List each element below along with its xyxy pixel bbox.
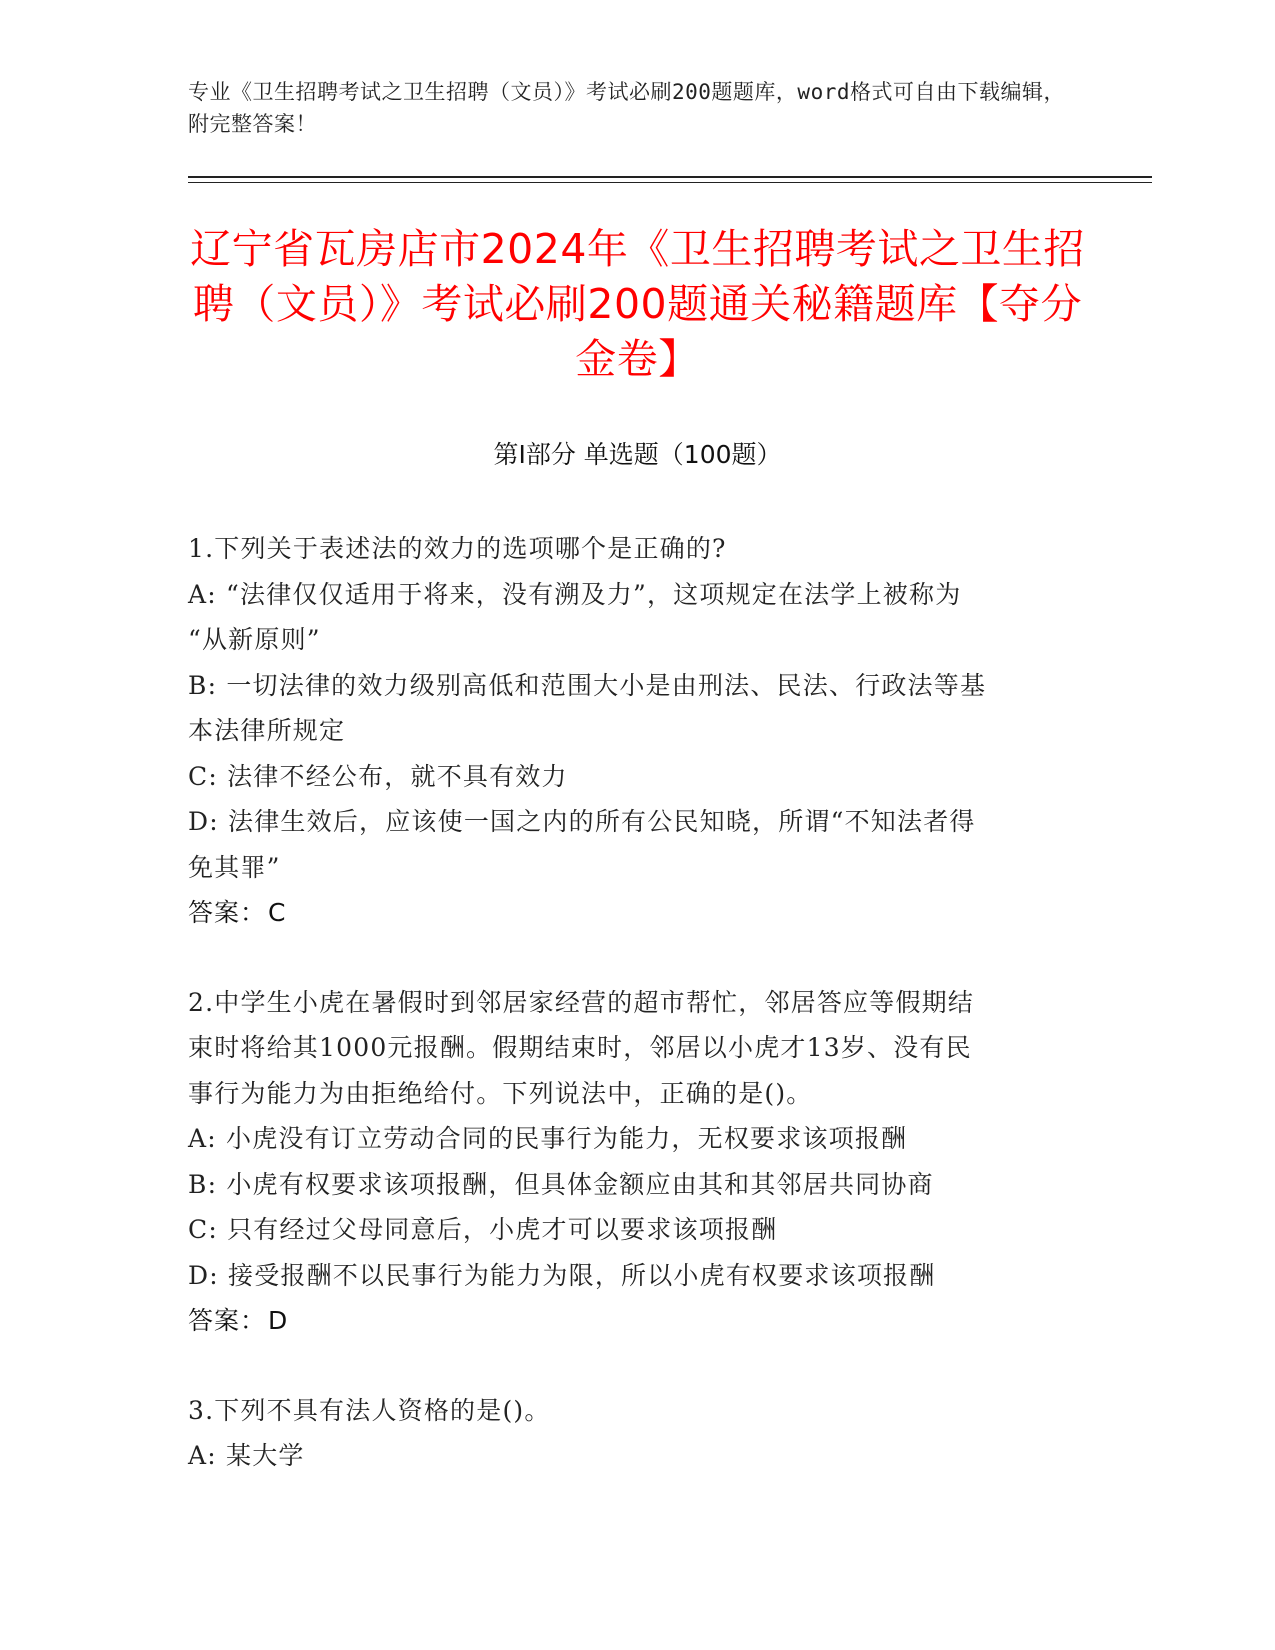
question-stem-continued: 事行为能力为由拒绝给付。下列说法中，正确的是()。 xyxy=(188,1078,813,1108)
question-list xyxy=(188,526,1078,1523)
answer-line xyxy=(188,1298,1078,1344)
option-b-continued: 本法律所规定 xyxy=(188,716,346,745)
option-a: A: “法律仅仅适用于将来，没有溯及力”，这项规定在法学上被称为 xyxy=(188,579,962,609)
question-stem: 3.下列不具有法人资格的是()。 xyxy=(188,1395,551,1425)
option-a: A: 某大学 xyxy=(188,1441,305,1470)
option-d-continued: 免其罪” xyxy=(188,852,281,882)
option-c: C: 法律不经公布，就不具有效力 xyxy=(188,761,568,791)
section-heading: 第Ⅰ部分 单选题（100题） xyxy=(493,440,782,469)
document-title: 辽宁省瓦房店市2024年《卫生招聘考试之卫生招聘（文员）》考试必刷200题通关秘籍题库【夺分金卷】 xyxy=(190,225,1085,383)
option-b: B: 小虎有权要求该项报酬，但具体金额应由其和其邻居共同协商 xyxy=(188,1169,934,1199)
option-c: C: 只有经过父母同意后，小虎才可以要求该项报酬 xyxy=(188,1215,778,1244)
question-stem-continued: 束时将给其1000元报酬。假期结束时，邻居以小虎才13岁、没有民 xyxy=(188,1033,972,1062)
question-item xyxy=(188,1388,1078,1479)
answer-value: D xyxy=(268,1306,289,1335)
answer-line xyxy=(188,890,1078,936)
answer-value: C xyxy=(268,898,287,927)
header-note: 专业《卫生招聘考试之卫生招聘（文员）》考试必刷200题题库，word格式可自由下载编辑，附完整答案！ xyxy=(188,80,1065,136)
option-a: A: 小虎没有订立劳动合同的民事行为能力，无权要求该项报酬 xyxy=(188,1124,908,1153)
header-rule-thick xyxy=(188,176,1152,178)
option-d: D: 接受报酬不以民事行为能力为限，所以小虎有权要求该项报酬 xyxy=(188,1260,936,1290)
option-a-continued: “从新原则” xyxy=(188,625,321,654)
header-rule-thin xyxy=(188,182,1152,183)
question-item xyxy=(188,980,1078,1344)
question-stem: 2.中学生小虎在暑假时到邻居家经营的超市帮忙，邻居答应等假期结 xyxy=(188,987,975,1017)
option-d: D: 法律生效后，应该使一国之内的所有公民知晓，所谓“不知法者得 xyxy=(188,807,976,836)
option-b: B: 一切法律的效力级别高低和范围大小是由刑法、民法、行政法等基 xyxy=(188,670,987,700)
answer-label: 答案： xyxy=(188,898,267,927)
answer-label: 答案： xyxy=(188,1306,267,1335)
question-stem: 1.下列关于表述法的效力的选项哪个是正确的? xyxy=(188,534,727,563)
question-item xyxy=(188,526,1078,936)
